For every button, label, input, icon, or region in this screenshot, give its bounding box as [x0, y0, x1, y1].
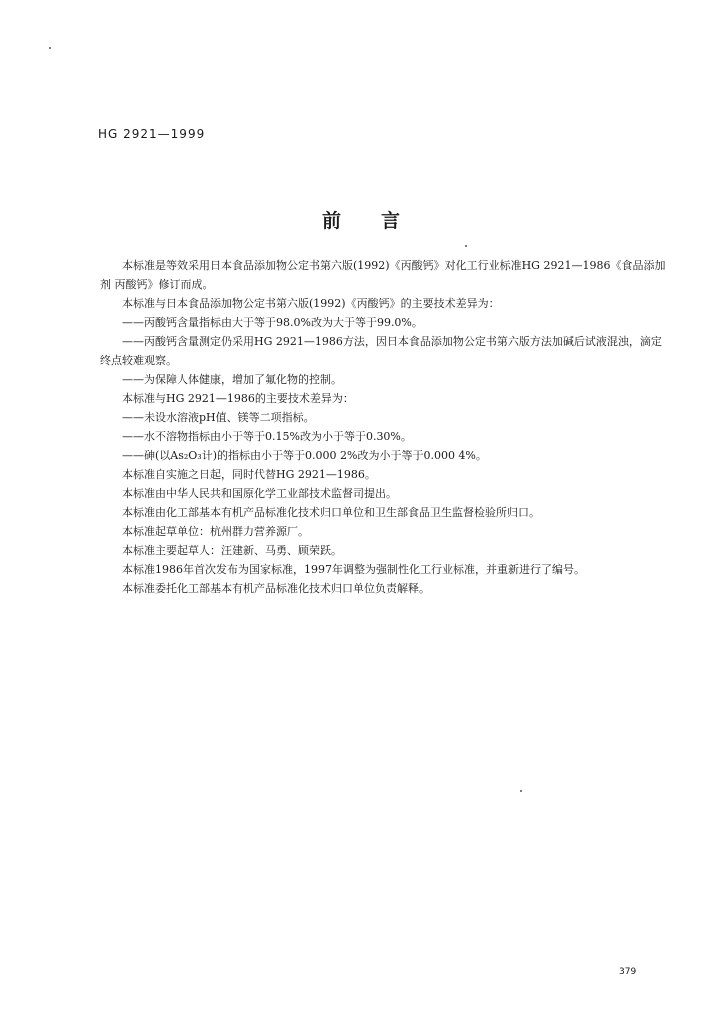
page-title: 前言 [321, 210, 440, 232]
paragraph: 本标准与HG 2921—1986的主要技术差异为： [122, 392, 354, 405]
paragraph: ——丙酸钙含量测定仍采用HG 2921—1986方法，因日本食品添加物公定书第六版方法加碱后试液混浊，滴定终点较难观察。 [100, 335, 662, 367]
paragraph: ——为保障人体健康，增加了氟化物的控制。 [122, 373, 342, 386]
paragraph: ——丙酸钙含量指标由大于等于98.0%改为大于等于99.0%。 [122, 316, 423, 329]
paragraph: 本标准自实施之日起，同时代替HG 2921—1986。 [122, 468, 376, 481]
paragraph: 本标准是等效采用日本食品添加物公定书第六版(1992)《丙酸钙》对化工行业标准HG 2921—1986《食品添加剂 丙酸钙》修订而成。 [100, 259, 666, 291]
page-number: 379 [619, 967, 637, 977]
paragraph: 本标准由化工部基本有机产品标准化技术归口单位和卫生部食品卫生监督检验所归口。 [122, 506, 540, 519]
paragraph: 本标准与日本食品添加物公定书第六版(1992)《丙酸钙》的主要技术差异为： [122, 297, 500, 310]
scan-speck [465, 245, 467, 247]
paragraph: 本标准委托化工部基本有机产品标准化技术归口单位负责解释。 [122, 582, 430, 595]
paragraph: 本标准由中华人民共和国原化学工业部技术监督司提出。 [122, 487, 397, 500]
paragraph: 本标准1986年首次发布为国家标准，1997年调整为强制性化工行业标准，并重新进行了编号。 [122, 563, 585, 576]
scan-speck [520, 790, 522, 792]
paragraph: 本标准主要起草人：汪建新、马勇、顾荣跃。 [122, 544, 342, 557]
foreword-body [100, 256, 666, 598]
scan-speck [49, 47, 51, 49]
paragraph: ——未设水溶液pH值、镁等二项指标。 [122, 411, 315, 424]
paragraph: ——砷(以As₂O₃计)的指标由小于等于0.000 2%改为小于等于0.000 4%。 [122, 449, 487, 462]
paragraph: ——水不溶物指标由小于等于0.15%改为小于等于0.30%。 [122, 430, 412, 443]
standard-code: HG 2921—1999 [98, 127, 206, 141]
paragraph: 本标准起草单位：杭州群力营养源厂。 [122, 525, 309, 538]
